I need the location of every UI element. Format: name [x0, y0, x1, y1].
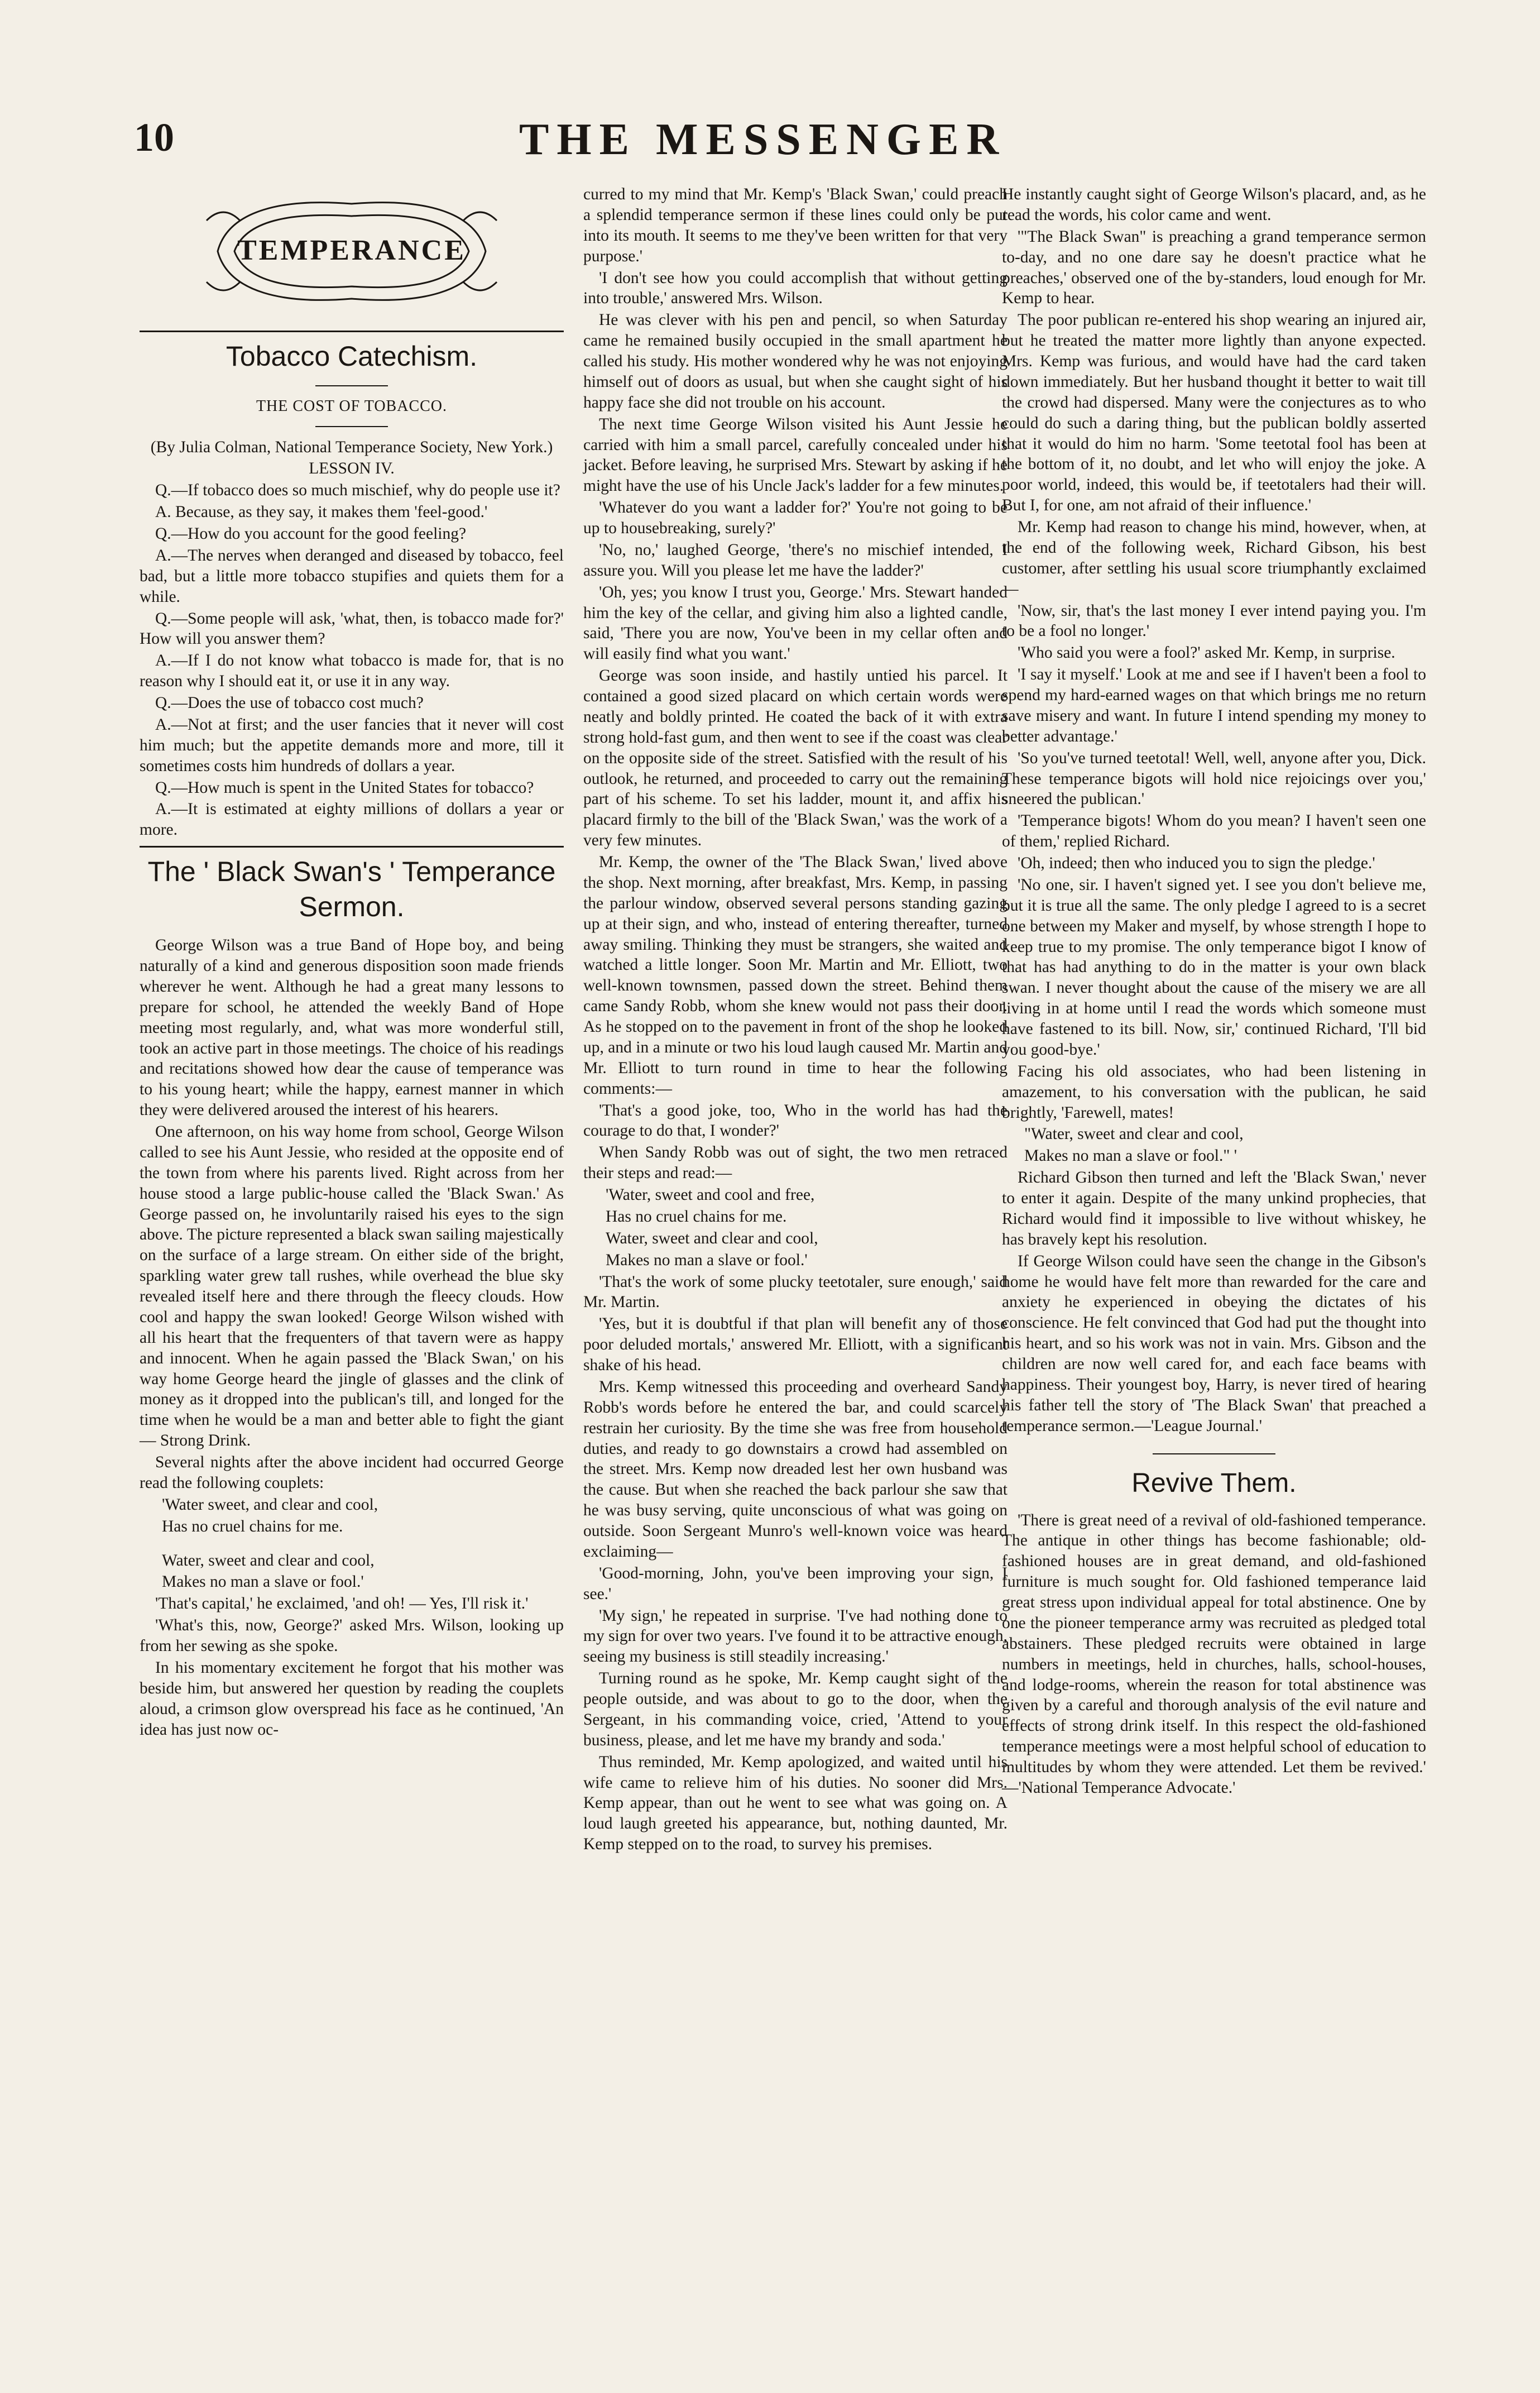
verse-line: 'Water, sweet and cool and free,: [606, 1186, 815, 1204]
qa-line: Q.—Some people will ask, 'what, then, is tobacco made for?' How will you answer them?: [140, 609, 564, 648]
qa-line: A.—It is estimated at eighty millions of dollars a year or more.: [140, 800, 564, 839]
story-paragraph: One afternoon, on his way home from school, George Wilson called to see his Aunt Jessie, who resided at the opposite end of the town from where his parents lived. Right across from her house stood a large public-house called the 'Black Swan.' As George passed on, he involuntarily raised his eyes to the sign above. The picture represented a black swan sailing majestically on the surface of a large stream. On either side of the bright, sparkling water grew tall rushes, while overhead the blue sky revealed itself here and there through the fleecy clouds. How cool and happy the swan looked! George Wilson wished with all his heart that the frequenters of that tavern were as happy and innocent. When he again passed the 'Black Swan,' on his way home George heard the jingle of glasses and the clink of money as it dropped into the publican's till, and longed for the time when he would be a man and better able to fight the giant — Strong Drink.: [140, 1123, 564, 1450]
verse-line: "Water, sweet and clear and cool,: [1024, 1125, 1244, 1143]
qa-line: A.—Not at first; and the user fancies that it never will cost him much; but the appetite demands more and more, till it sometimes costs him hundreds of dollars a year.: [140, 715, 564, 775]
temperance-logo: [140, 184, 564, 318]
divider: [315, 426, 388, 427]
story-paragraph: Richard Gibson then turned and left the 'Black Swan,' never to enter it again. Despite of the many unkind prophecies, that Richard would find it impossible to live without whiskey, he has bravely kept his resolution.: [1002, 1169, 1426, 1248]
story-paragraph: 'My sign,' he repeated in surprise. 'I've had nothing done to my sign for over two years. I've found it to be attractive enough, seeing my business is still steadily increasing.': [583, 1606, 1008, 1666]
divider: [1153, 1453, 1275, 1454]
qa-line: Q.—How much is spent in the United States for tobacco?: [155, 778, 534, 797]
story-paragraph: 'I don't see how you could accomplish that without getting into trouble,' answered Mrs. Wilson.: [583, 269, 1008, 308]
divider: [140, 331, 564, 332]
column-2: [583, 184, 1008, 1856]
story-paragraph: The poor publican re-entered his shop wearing an injured air, but he treated the matter more lightly than anyone expected. Mrs. Kemp was furious, and would have had the card taken down immediately. But her husband thought it better to wait till the crowd had dispersed. Many were the conjectures as to who could do such a daring thing, but the publican boldly asserted that it would do him no harm. 'Some teetotal fool has been at the bottom of it, no doubt, and let who will enjoy the joke. A poor world, indeed, this would be, if teetotalers had their will. But I, for one, am not afraid of their influence.': [1002, 311, 1426, 515]
story-paragraph: When Sandy Robb was out of sight, the two men retraced their steps and read:—: [583, 1143, 1008, 1183]
story-paragraph: 'What's this, now, George?' asked Mrs. Wilson, looking up from her sewing as she spoke.: [140, 1616, 564, 1655]
temperance-logo-art: [195, 187, 508, 315]
story-paragraph: 'Yes, but it is doubtful if that plan will benefit any of those poor deluded mortals,' answered Mr. Elliott, with a significant shake of his head.: [583, 1315, 1008, 1374]
story-paragraph: '"The Black Swan" is preaching a grand temperance sermon to-day, and no one dare say he doesn't practice what he preaches,' observed one of the by-standers, loud enough for Mr. Kemp to hear.: [1002, 227, 1426, 308]
byline: (By Julia Colman, National Temperance Society, New York.): [150, 438, 553, 456]
story-paragraph: George was soon inside, and hastily untied his parcel. It contained a good sized placard on which certain words were neatly and boldly printed. He coated the back of it with extra strong hold-fast gum, and then went to see if the coast was clear on the opposite side of the street. Satisfied with the result of his outlook, he returned, and proceeded to carry out the remaining part of his scheme. To set his ladder, mount it, and affix his placard firmly to the bill of the 'Black Swan,' was the work of a very few minutes.: [583, 667, 1008, 850]
story-paragraph: 'No, no,' laughed George, 'there's no mischief intended, I assure you. Will you please let me have the ladder?': [583, 540, 1008, 580]
qa-line: A.—If I do not know what tobacco is made for, that is no reason why I should eat it, or use it in any way.: [140, 652, 564, 691]
story-paragraph: He instantly caught sight of George Wilson's placard, and, as he read the words, his color came and went.: [1002, 185, 1426, 224]
verse-line: 'Water sweet, and clear and cool,: [162, 1495, 378, 1514]
headline-tobacco: Tobacco Catechism.: [226, 341, 478, 372]
story-paragraph: The next time George Wilson visited his Aunt Jessie he carried with him a small parcel, carefully concealed under his jacket. Before leaving, he surprised Mrs. Stewart by asking if he might have the use of his Uncle Jack's ladder for a few minutes.: [583, 415, 1008, 495]
story-paragraph: 'Whatever do you want a ladder for?' You're not going to be up to housebreaking, surely?': [583, 499, 1008, 537]
story-paragraph: 'Oh, indeed; then who induced you to sign the pledge.': [1018, 854, 1375, 872]
story-paragraph: 'Who said you were a fool?' asked Mr. Kemp, in surprise.: [1018, 644, 1395, 662]
verse-line: Has no cruel chains for me.: [606, 1207, 787, 1226]
masthead: [134, 114, 1462, 176]
story-paragraph: Mr. Kemp, the owner of the 'The Black Swan,' lived above the shop. Next morning, after breakfast, Mrs. Kemp, in passing the parlour window, observed several persons standing gazing up at their sign, and who, instead of entering thereafter, turned away smiling. Thinking they must be strangers, she waited and watched a little longer. Soon Mr. Martin and Mr. Elliott, two well-known townsmen, passed down the street. Behind them came Sandy Robb, whom she knew would not pass their door. As he stopped on to the pavement in front of the shop he looked up, and in a minute or two his loud laugh caused Mr. Martin and Mr. Elliott to turn round in time to hear the following comments:—: [583, 853, 1008, 1098]
revive-paragraph: 'There is great need of a revival of old-fashioned temperance. The antique in other things has become fashionable; old-fashioned houses are in great demand, and old-fashioned furniture is much sought for. Old fashioned temperance laid great stress upon individual appeal for total abstinence. One by one the pioneer temperance army was recruited as pledged total abstainers. These pledged recruits were obtained in large numbers in meetings, held in churches, halls, school-houses, and lodge-rooms, wherein the reason for total abstinence was given by a careful and thorough analysis of the evil nature and effects of strong drink itself. In this respect the old-fashioned temperance meetings were a most helpful school of education to multitudes by whom they were attended. Let them be revived.' —'National Temperance Advocate.': [1002, 1511, 1426, 1797]
story-paragraph: Several nights after the above incident had occurred George read the following couplets:: [140, 1453, 564, 1492]
verse-line: Makes no man a slave or fool." ': [1024, 1147, 1237, 1165]
page-number: 10: [134, 115, 174, 160]
verse-line: Water, sweet and clear and cool,: [606, 1229, 818, 1247]
qa-line: Q.—Does the use of tobacco cost much?: [155, 694, 424, 712]
subhead-cost: THE COST OF TOBACCO.: [256, 397, 448, 415]
story-paragraph: Facing his old associates, who had been listening in amazement, to his conversation with the publican, he said brightly, 'Farewell, mates!: [1002, 1062, 1426, 1122]
story-paragraph: In his momentary excitement he forgot that his mother was beside him, but answered her question by reading the couplets aloud, a crimson glow overspread his face as he continued, 'An idea has just now oc-: [140, 1658, 564, 1739]
story-paragraph: 'That's a good joke, too, Who in the world has had the courage to do that, I wonder?': [583, 1101, 1008, 1140]
qa-line: Q.—If tobacco does so much mischief, why do people use it?: [155, 481, 560, 500]
headline-revive: Revive Them.: [1131, 1468, 1297, 1498]
verse-line: Has no cruel chains for me.: [162, 1517, 343, 1535]
story-paragraph: 'Good-morning, John, you've been improving your sign, I see.': [583, 1564, 1008, 1603]
column-1: [140, 184, 564, 1741]
story-paragraph: 'That's capital,' he exclaimed, 'and oh! — Yes, I'll risk it.': [155, 1595, 529, 1613]
story-paragraph: 'I say it myself.' Look at me and see if I haven't been a fool to spend my hard-earned wages on that which brings me no return save misery and want. In future I intend spending my money to better advantage.': [1002, 666, 1426, 745]
story-paragraph: He was clever with his pen and pencil, so when Saturday came he remained busily occupied in the small apartment he called his study. His mother wondered why he was not enjoying himself out of doors as usual, but when she caught sight of his happy face she did not trouble on his account.: [583, 311, 1008, 411]
story-paragraph: curred to my mind that Mr. Kemp's 'Black Swan,' could preach a splendid temperance sermon if these lines could only be put into its mouth. It seems to me they've been written for that very purpose.': [583, 185, 1008, 265]
logo-text: TEMPERANCE: [237, 234, 466, 266]
story-paragraph: Mrs. Kemp witnessed this proceeding and overheard Sandy Robb's words before he entered the bar, and could scarcely restrain her curiosity. By the time she was free from household duties, and ready to go downstairs a crowd had assembled on the street. Mrs. Kemp now dreaded lest her own husband was the cause. But when she reached the back parlour she saw that he was busy serving, quite unconscious of what was going on outside. Soon Sergeant Munro's well-known voice was heard exclaiming—: [583, 1377, 1008, 1561]
story-paragraph: 'Temperance bigots! Whom do you mean? I haven't seen one of them,' replied Richard.: [1002, 812, 1426, 851]
story-paragraph: George Wilson was a true Band of Hope boy, and being naturally of a kind and generous disposition soon made friends wherever he went. Although he had a great many lessons to prepare for school, he attended the weekly Band of Hope meeting most regularly, and, what was more wonderful still, took an active part in those meetings. The choice of his readings and recitations showed how dear the cause of temperance was to his young heart; while the happy, earnest manner in which they were delivered aroused the interest of his hearers.: [140, 936, 564, 1119]
qa-line: A. Because, as they say, it makes them 'feel-good.': [155, 503, 488, 521]
story-paragraph: Turning round as he spoke, Mr. Kemp caught sight of the people outside, and was about to go to the door, when the Sergeant, in his commanding voice, cried, 'Attend to your business, please, and let me have my brandy and soda.': [583, 1669, 1008, 1749]
story-paragraph: 'That's the work of some plucky teetotaler, sure enough,' said Mr. Martin.: [583, 1272, 1008, 1312]
verse-gap: [140, 1538, 564, 1550]
story-paragraph: 'So you've turned teetotal! Well, well, anyone after you, Dick. These temperance bigots will hold nice rejoicings over you,' sneered the publican.': [1002, 749, 1426, 808]
verse-line: Water, sweet and clear and cool,: [162, 1551, 375, 1569]
story-paragraph: 'Oh, yes; you know I trust you, George.' Mrs. Stewart handed him the key of the cellar, and giving him also a lighted candle, said, 'There you are now, You've been in my cellar often and will easily find what you want.': [583, 583, 1008, 663]
story-paragraph: Mr. Kemp had reason to change his mind, however, when, at the end of the following week, Richard Gibson, his best customer, after settling his usual score triumphantly exclaimed—: [1002, 518, 1426, 598]
story-paragraph: 'Now, sir, that's the last money I ever intend paying you. I'm to be a fool no longer.': [1002, 601, 1426, 640]
lesson-label: LESSON IV.: [309, 460, 395, 478]
column-3: [1002, 184, 1426, 1799]
story-paragraph: Thus reminded, Mr. Kemp apologized, and waited until his wife came to relieve him of his duties. No sooner did Mrs. Kemp appear, than out he went to see what was going on. A loud laugh greeted his appearance, but, nothing daunted, Mr. Kemp stepped on to the road, to survey his premises.: [583, 1753, 1008, 1854]
story-paragraph: 'No one, sir. I haven't signed yet. I see you don't believe me, but it is true all the same. The only pledge I agreed to is a secret one between my Maker and myself, by whose strength I hope to keep true to my promise. The only temperance bigot I know of that has had anything to do in the matter is your own black swan. I never thought about the cause of the misery we are all living in at home until I read the words which someone must have fastened to its bill. Now, sir,' continued Richard, 'I'll bid you good-bye.': [1002, 875, 1426, 1059]
divider: [315, 385, 388, 386]
qa-line: Q.—How do you account for the good feeling?: [155, 525, 467, 543]
verse-line: Makes no man a slave or fool.': [606, 1251, 808, 1269]
paper-name: THE MESSENGER: [519, 115, 1007, 164]
divider: [140, 846, 564, 848]
verse-line: Makes no man a slave or fool.': [162, 1573, 364, 1591]
qa-line: A.—The nerves when deranged and diseased by tobacco, feel bad, but a little more tobacco stupifies and quiets them for a while.: [140, 546, 564, 606]
headline-black-swan: The ' Black Swan's ' Temperance Sermon.: [147, 856, 556, 922]
story-paragraph: If George Wilson could have seen the change in the Gibson's home he would have felt more than rewarded for the care and anxiety he experienced in obeying the dictates of his conscience. He felt convinced that God had put the thought into his heart, and so his work was not in vain. Mrs. Gibson and the children are now well cared for, and each face beams with happiness. Their youngest boy, Harry, is never tired of hearing his father tell the story of 'The Black Swan' that preached a temperance sermon.—'League Journal.': [1002, 1252, 1426, 1435]
